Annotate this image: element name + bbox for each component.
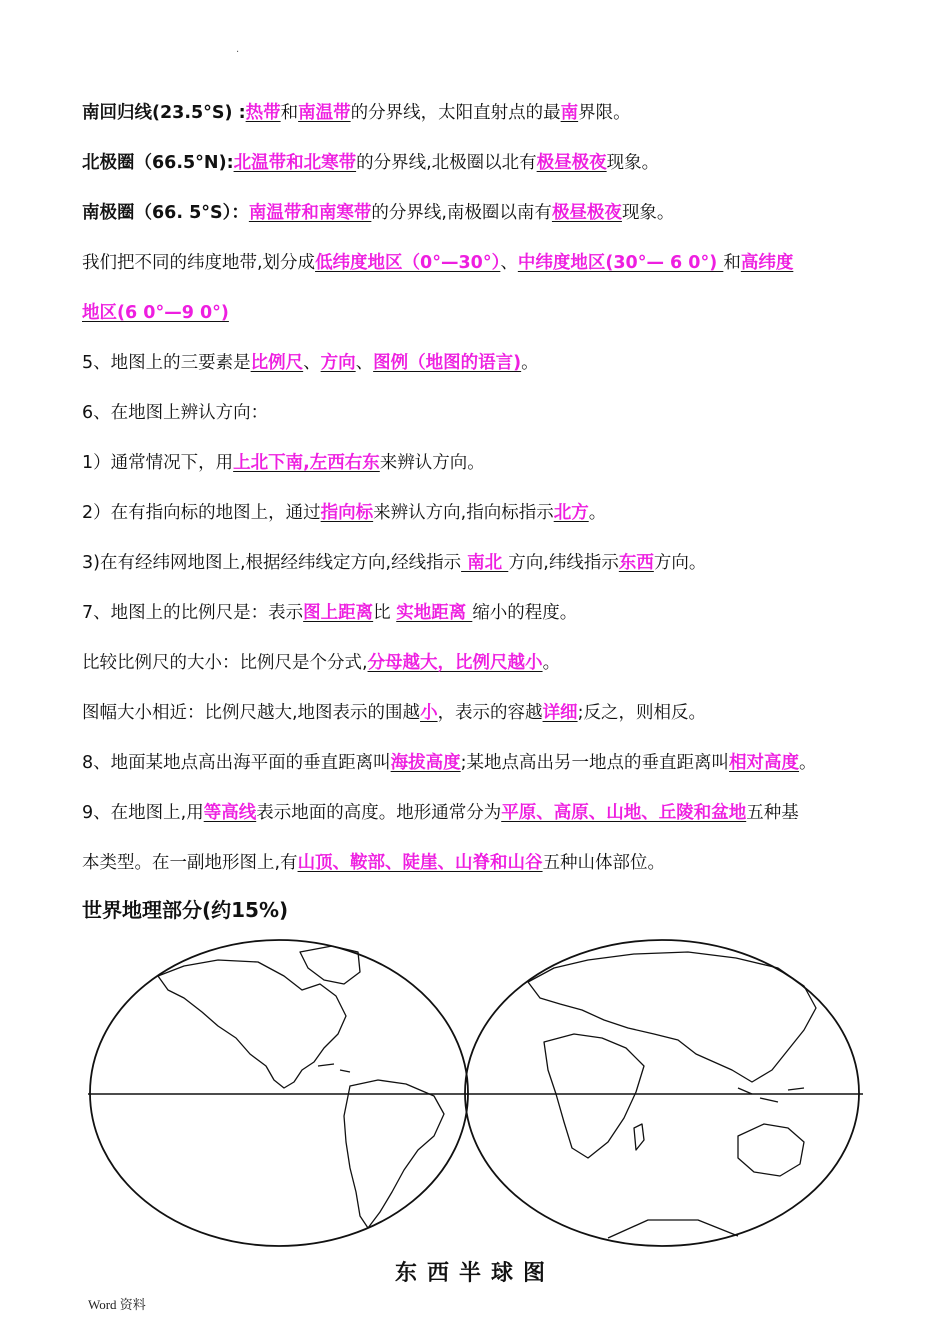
text-segment: 表示地面的高度。地形通常分为 — [256, 803, 502, 823]
text-line — [82, 450, 882, 476]
antarctica-edge — [608, 1220, 738, 1238]
answer-highlight: 图上距离 — [303, 603, 374, 623]
text-segment: 。 — [588, 503, 607, 523]
text-line — [82, 550, 882, 576]
text-segment: 5、地图上的三要素是 — [82, 353, 251, 373]
answer-highlight: 等高线 — [203, 803, 257, 823]
answer-highlight: 相对高度 — [729, 753, 800, 773]
answer-highlight: 南 — [560, 103, 579, 123]
answer-highlight: 小 — [420, 703, 438, 723]
text-segment: 8、地面某地点高出海平面的垂直距离叫 — [82, 753, 391, 773]
text-segment: 比 — [373, 603, 397, 623]
text-segment: 我们把不同的纬度地带,划分成 — [82, 253, 316, 273]
text-line — [82, 400, 882, 426]
answer-highlight: 北方 — [553, 503, 589, 523]
text-segment: 3)在有经纬网地图上,根据经纬线定方向,经线指示 — [82, 553, 462, 573]
answer-highlight: 图例（地图的语言) — [373, 353, 522, 373]
answer-highlight: 平原、高原、山地、丘陵和盆地 — [501, 803, 747, 823]
answer-highlight: 中纬度地区(30°— 6 0°) — [517, 253, 724, 273]
answer-highlight: 方向 — [320, 353, 356, 373]
map-caption: 东西半球图 — [394, 1260, 555, 1286]
eastern-hemisphere-outline — [465, 940, 859, 1246]
caribbean-islands — [318, 1064, 350, 1072]
answer-highlight: 比例尺 — [250, 353, 304, 373]
north-america-shape — [158, 960, 346, 1088]
term-label: 南回归线(23.5°S) : — [82, 103, 246, 123]
text-line — [82, 150, 882, 176]
text-line — [82, 650, 882, 676]
text-segment: 五种基 — [746, 803, 799, 823]
answer-highlight: 实地距离 — [396, 603, 473, 623]
text-segment: 、 — [500, 253, 518, 273]
text-segment: 。 — [542, 653, 561, 673]
term-label: 北极圈（66.5°N): — [82, 153, 234, 173]
africa-shape — [544, 1034, 644, 1158]
header-dot: . — [236, 44, 240, 55]
south-america-shape — [344, 1080, 444, 1228]
text-segment: 的分界线,南极圈以南有 — [371, 203, 552, 223]
text-line — [82, 350, 882, 376]
section-heading: 世界地理部分(约15%) — [82, 898, 289, 922]
text-segment: 来辨认方向,指向标指示 — [373, 503, 554, 523]
answer-highlight: 南温带和南寒带 — [248, 203, 372, 223]
text-segment: 、 — [355, 353, 374, 373]
answer-highlight: 山顶、鞍部、陡崖、山脊和山谷 — [297, 853, 543, 873]
answer-highlight: 极昼极夜 — [536, 153, 607, 173]
answer-highlight: 指向标 — [320, 503, 374, 523]
text-segment: 9、在地图上,用 — [82, 803, 204, 823]
text-line — [82, 700, 882, 726]
southeast-asia-islands — [738, 1088, 804, 1102]
answer-highlight: 海拔高度 — [390, 753, 461, 773]
footer-text: Word 资料 — [88, 1297, 146, 1312]
text-segment: 缩小的程度。 — [472, 603, 578, 623]
answer-highlight: 详细 — [542, 703, 578, 723]
text-segment: 和 — [280, 103, 299, 123]
text-line — [82, 850, 882, 876]
text-segment: ;某地点高出另一地点的垂直距离叫 — [460, 753, 730, 773]
text-segment: 界限。 — [578, 103, 631, 123]
text-segment: 现象。 — [606, 153, 660, 173]
western-hemisphere-outline — [90, 940, 468, 1246]
text-segment: ，表示的容越 — [437, 703, 543, 723]
text-segment: 。 — [521, 353, 539, 373]
answer-highlight: 地区(6 0°—9 0°) — [82, 303, 229, 323]
madagascar-shape — [634, 1124, 644, 1150]
eurasia-shape — [528, 952, 816, 1082]
answer-highlight: 上北下南,左西右东 — [233, 453, 380, 473]
text-segment: 7、地图上的比例尺是：表示 — [82, 603, 304, 623]
text-segment: 和 — [723, 253, 741, 273]
text-segment: 图幅大小相近：比例尺越大,地图表示的围越 — [82, 703, 421, 723]
text-line — [82, 600, 882, 626]
text-line — [82, 300, 882, 326]
answer-highlight: 南北 — [461, 553, 509, 573]
text-segment: 、 — [303, 353, 321, 373]
text-segment: 6、在地图上辨认方向： — [82, 403, 269, 423]
text-segment: 方向,纬线指示 — [508, 553, 619, 573]
australia-shape — [738, 1124, 804, 1176]
text-segment: 的分界线,北极圈以北有 — [356, 153, 537, 173]
text-segment: 五种山体部位。 — [542, 853, 666, 873]
text-line — [82, 100, 882, 126]
text-segment: 2）在有指向标的地图上，通过 — [82, 503, 321, 523]
text-segment: 比较比例尺的大小：比例尺是个分式, — [82, 653, 368, 673]
text-segment: 现象。 — [621, 203, 675, 223]
text-segment: 的分界线，太阳直射点的最 — [350, 103, 561, 123]
text-line — [82, 500, 882, 526]
answer-highlight: 北温带和北寒带 — [233, 153, 357, 173]
answer-highlight: 低纬度地区（0°—30°） — [315, 253, 501, 273]
text-segment: 。 — [799, 753, 817, 773]
term-label: 南极圈（66. 5°S）： — [82, 203, 249, 223]
text-line — [82, 750, 882, 776]
text-segment: 1）通常情况下，用 — [82, 453, 234, 473]
answer-highlight: 分母越大，比例尺越小 — [367, 653, 543, 673]
answer-highlight: 南温带 — [298, 103, 351, 123]
text-segment: ;反之，则相反。 — [577, 703, 706, 723]
text-line — [82, 800, 882, 826]
text-segment: 本类型。在一副地形图上,有 — [82, 853, 298, 873]
text-line — [82, 250, 882, 276]
text-line — [82, 200, 882, 226]
text-segment: 方向。 — [653, 553, 707, 573]
answer-highlight: 极昼极夜 — [551, 203, 622, 223]
hemisphere-map — [88, 938, 863, 1250]
answer-highlight: 东西 — [618, 553, 654, 573]
text-segment: 来辨认方向。 — [379, 453, 485, 473]
answer-highlight: 热带 — [245, 103, 281, 123]
answer-highlight: 高纬度 — [740, 253, 794, 273]
